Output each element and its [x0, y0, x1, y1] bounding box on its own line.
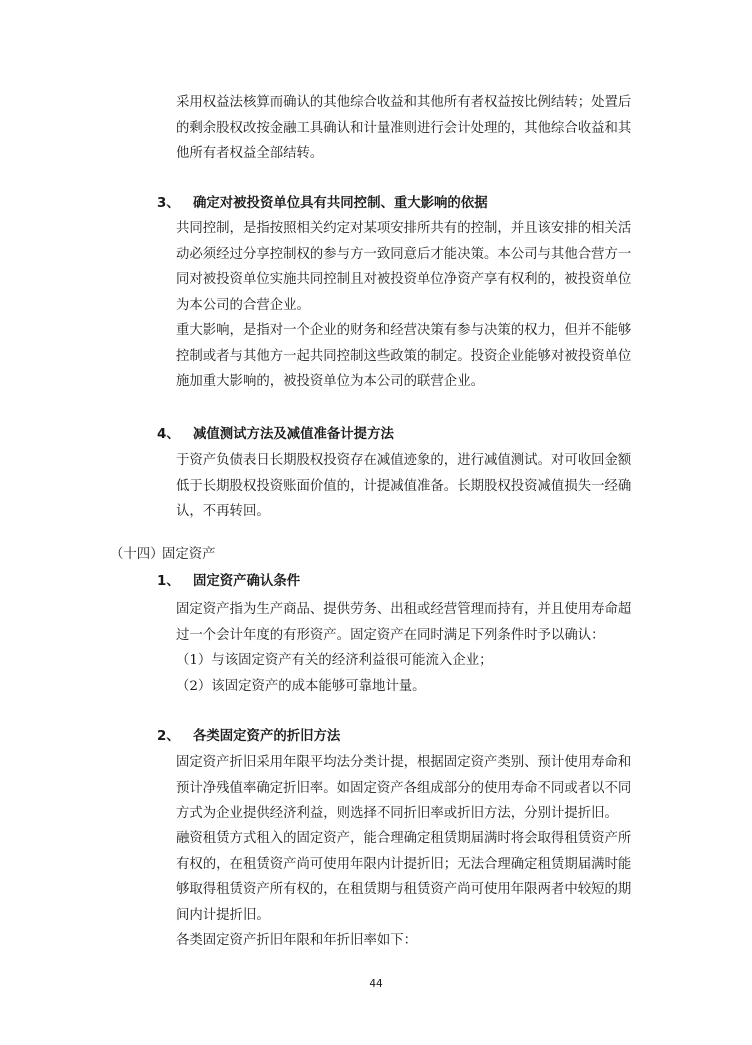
text-line: 认，不再转回。 — [176, 504, 270, 519]
section-title: 固定资产 — [162, 547, 216, 562]
heading-number: 2、 — [157, 729, 180, 744]
text-line: 采用权益法核算而确认的其他综合收益和其他所有者权益按比例结转；处置后 — [176, 95, 632, 110]
page-number: 44 — [369, 978, 383, 990]
heading-number: 4、 — [157, 427, 180, 442]
paragraph-rate-intro — [176, 928, 648, 954]
text-line: 他所有者权益全部结转。 — [176, 146, 324, 161]
heading-title: 固定资产确认条件 — [193, 574, 301, 589]
heading-joint-control-basis — [157, 193, 488, 215]
paragraph-significant-influence — [176, 318, 648, 395]
paragraph-depreciation — [176, 750, 648, 827]
text-line: 低于长期股权投资账面价值的，计提减值准备。长期股权投资减值损失一经确 — [176, 478, 632, 494]
heading-title: 减值测试方法及减值准备计提方法 — [193, 427, 394, 442]
text-line: （2）该固定资产的成本能够可靠地计量。 — [176, 678, 426, 694]
heading-number: 3、 — [157, 196, 180, 211]
paragraph-equity-method-transfer — [176, 90, 648, 167]
paragraph-finance-lease — [176, 826, 648, 928]
text-line: 有权的，在租赁资产尚可使用年限内计提折旧；无法合理确定租赁期届满时能 — [176, 856, 632, 872]
text-line: 共同控制，是指按照相关约定对某项安排所共有的控制，并且该安排的相关活 — [176, 221, 632, 236]
text-line: 固定资产指为生产商品、提供劳务、出租或经营管理而持有，并且使用寿命超 — [176, 602, 632, 617]
text-line: 动必须经过分享控制权的参与方一致同意后才能决策。本公司与其他合营方一 — [176, 246, 632, 262]
text-line: 为本公司的合营企业。 — [176, 297, 310, 313]
text-line: 方式为企业提供经济利益，则选择不同折旧率或折旧方法，分别计提折旧。 — [176, 806, 618, 821]
heading-depreciation-methods — [157, 726, 340, 748]
text-line: 预计净残值率确定折旧率。如固定资产各组成部分的使用寿命不同或者以不同 — [176, 780, 632, 796]
text-line: （1）与该固定资产有关的经济利益很可能流入企业； — [176, 653, 493, 668]
text-line: 重大影响，是指对一个企业的财务和经营决策有参与决策的权力，但并不能够 — [176, 323, 632, 338]
text-line: 融资租赁方式租入的固定资产，能合理确定租赁期届满时将会取得租赁资产所 — [176, 831, 632, 846]
section-fixed-assets — [110, 544, 216, 566]
text-line: 各类固定资产折旧年限和年折旧率如下： — [176, 933, 418, 948]
paragraph-joint-control — [176, 216, 648, 318]
text-line: 控制或者与其他方一起共同控制这些政策的制定。投资企业能够对被投资单位 — [176, 348, 632, 364]
section-number: （十四） — [110, 547, 164, 562]
text-line: 过一个会计年度的有形资产。固定资产在同时满足下列条件时予以确认： — [176, 627, 605, 643]
paragraph-impairment — [176, 448, 648, 525]
text-line: 于资产负债表日长期股权投资存在减值迹象的，进行减值测试。对可收回金额 — [176, 453, 632, 468]
text-line: 同对被投资单位实施共同控制且对被投资单位净资产享有权利的，被投资单位 — [176, 272, 632, 287]
heading-impairment-testing — [157, 424, 394, 446]
text-line: 够取得租赁资产所有权的，在租赁期与租赁资产尚可使用年限两者中较短的期 — [176, 882, 632, 897]
heading-title: 确定对被投资单位具有共同控制、重大影响的依据 — [193, 196, 488, 211]
text-line: 的剩余股权改按金融工具确认和计量准则进行会计处理的，其他综合收益和其 — [176, 120, 632, 136]
heading-title: 各类固定资产的折旧方法 — [193, 729, 341, 744]
heading-recognition-conditions — [157, 571, 300, 593]
text-line: 固定资产折旧采用年限平均法分类计提，根据固定资产类别、预计使用寿命和 — [176, 755, 632, 770]
text-line: 间内计提折旧。 — [176, 907, 270, 923]
paragraph-recognition — [176, 597, 648, 699]
text-line: 施加重大影响的，被投资单位为本公司的联营企业。 — [176, 374, 484, 389]
heading-number: 1、 — [157, 574, 180, 589]
